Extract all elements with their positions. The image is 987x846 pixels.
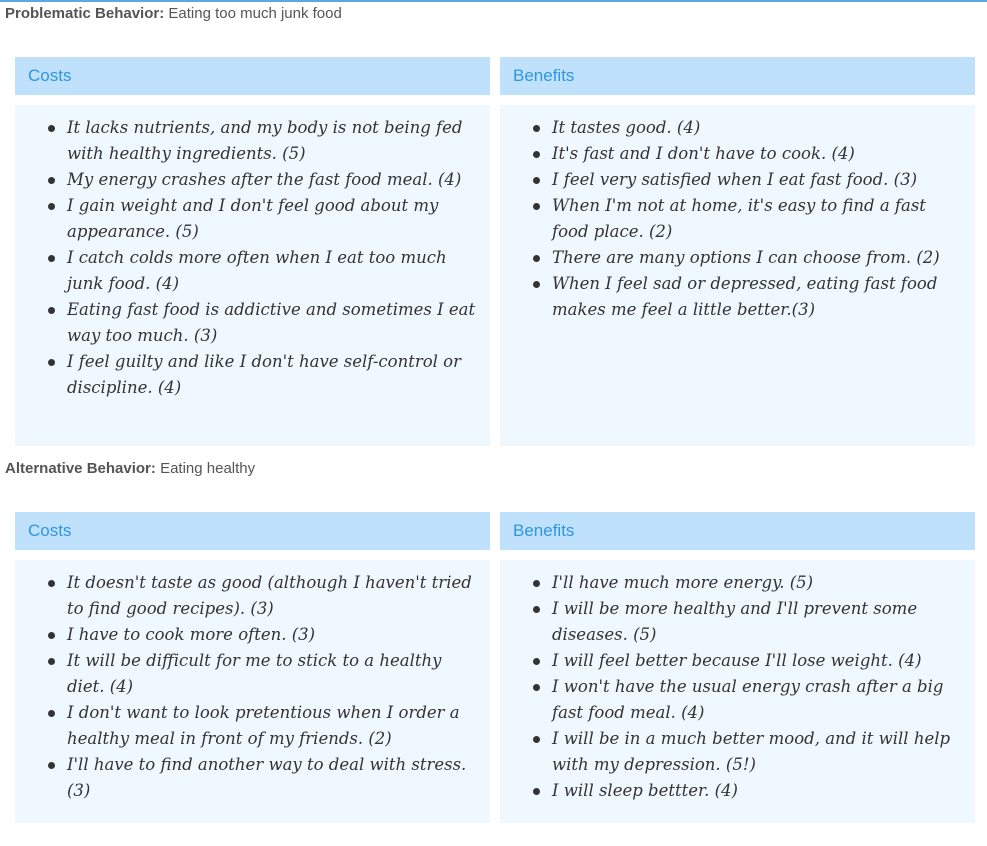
- list-item: I gain weight and I don't feel good about my appearance. (5): [67, 193, 490, 245]
- list-item: I will sleep bettter. (4): [552, 778, 975, 804]
- list-item: I catch colds more often when I eat too much junk food. (4): [67, 245, 490, 297]
- alternative-benefits-header: Benefits: [500, 512, 975, 550]
- alternative-costs-header: Costs: [15, 512, 490, 550]
- list-item: It will be difficult for me to stick to a healthy diet. (4): [67, 648, 490, 700]
- list-item: I'll have much more energy. (5): [552, 570, 975, 596]
- alternative-benefits-panel: [500, 560, 975, 823]
- list-item: I feel very satisfied when I eat fast food. (3): [552, 167, 975, 193]
- list-item: I will be more healthy and I'll prevent some diseases. (5): [552, 596, 975, 648]
- list-item: It lacks nutrients, and my body is not being fed with healthy ingredients. (5): [67, 115, 490, 167]
- alternative-costs-list: [15, 560, 490, 804]
- list-item: When I feel sad or depressed, eating fast food makes me feel a little better.(3): [552, 271, 975, 323]
- list-item: I won't have the usual energy crash after a big fast food meal. (4): [552, 674, 975, 726]
- list-item: I have to cook more often. (3): [67, 622, 490, 648]
- list-item: It doesn't taste as good (although I haven't tried to find good recipes). (3): [67, 570, 490, 622]
- alternative-behavior-value: Eating healthy: [160, 460, 256, 477]
- problematic-costs-panel: [15, 105, 490, 446]
- top-divider: [0, 0, 987, 2]
- problematic-costs-list: [15, 105, 490, 401]
- list-item: There are many options I can choose from. (2): [552, 245, 975, 271]
- list-item: It tastes good. (4): [552, 115, 975, 141]
- alternative-costs-panel: [15, 560, 490, 823]
- problematic-benefits-panel: [500, 105, 975, 446]
- problematic-costs-header: Costs: [15, 57, 490, 95]
- problematic-behavior-line: [5, 5, 342, 22]
- list-item: I will feel better because I'll lose weight. (4): [552, 648, 975, 674]
- problematic-behavior-label: Problematic Behavior:: [5, 5, 165, 22]
- list-item: Eating fast food is addictive and sometimes I eat way too much. (3): [67, 297, 490, 349]
- problematic-behavior-value: Eating too much junk food: [168, 5, 342, 22]
- problematic-benefits-header: Benefits: [500, 57, 975, 95]
- alternative-behavior-line: [5, 460, 255, 477]
- list-item: It's fast and I don't have to cook. (4): [552, 141, 975, 167]
- list-item: My energy crashes after the fast food meal. (4): [67, 167, 490, 193]
- problematic-benefits-list: [500, 105, 975, 323]
- list-item: I'll have to find another way to deal with stress. (3): [67, 752, 490, 804]
- list-item: I don't want to look pretentious when I order a healthy meal in front of my friends. (2): [67, 700, 490, 752]
- alternative-benefits-list: [500, 560, 975, 804]
- alternative-behavior-label: Alternative Behavior:: [5, 460, 156, 477]
- list-item: When I'm not at home, it's easy to find a fast food place. (2): [552, 193, 975, 245]
- list-item: I feel guilty and like I don't have self-control or discipline. (4): [67, 349, 490, 401]
- list-item: I will be in a much better mood, and it will help with my depression. (5!): [552, 726, 975, 778]
